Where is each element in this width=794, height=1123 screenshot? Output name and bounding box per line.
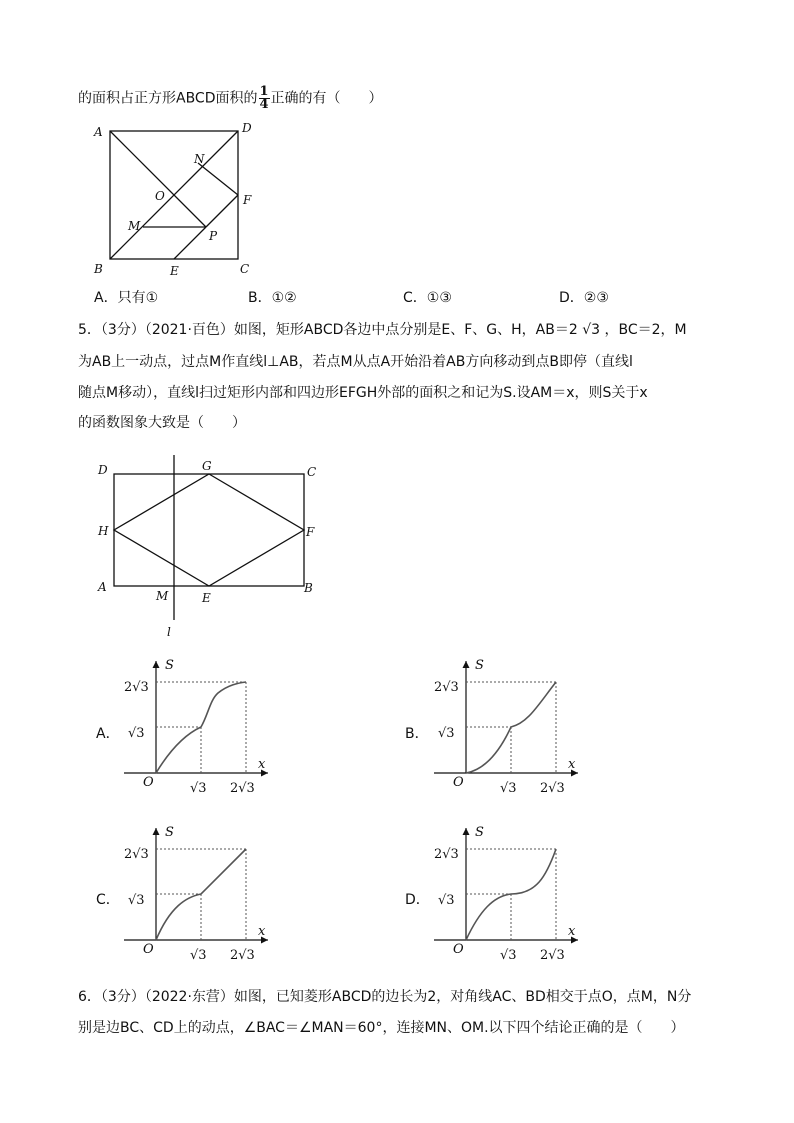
label-N: N [194,152,205,166]
x-tick-sqrt3: √3 [190,948,207,962]
label-H: H [98,524,109,538]
fraction-one-quarter [259,86,270,111]
label-F: F [243,193,252,207]
label-O: O [155,189,165,203]
label-C: C [240,262,250,276]
y-tick-sqrt3: √3 [128,893,145,908]
q4-option-c[interactable]: C．①③ [403,290,452,306]
label-D: D [242,121,252,135]
q4-option-b[interactable]: B．①② [248,290,297,306]
y-tick-2sqrt3: 2√3 [124,847,149,862]
label-E: E [170,264,179,278]
graph-option-c[interactable] [118,822,278,962]
y-tick-sqrt3: √3 [128,726,145,741]
label-A: A [94,125,103,139]
origin-label: O [143,942,154,957]
x-tick-sqrt3: √3 [500,948,517,962]
x-tick-sqrt3: √3 [500,781,517,795]
x-tick-2sqrt3: 2√3 [540,948,565,962]
label-M: M [128,219,141,233]
q5-line-1: 5．（3分）（2021·百色）如图，矩形ABCD各边中点分别是E、F、G、H，AB＝2 √3 ，BC＝2，M [78,322,687,338]
graph-option-label-c[interactable]: C． [96,892,120,908]
axis-x-label: x [568,924,576,939]
x-tick-2sqrt3: 2√3 [230,781,255,795]
origin-label: O [453,942,464,957]
graph-option-d[interactable] [428,822,588,962]
axis-s-label: S [475,825,484,840]
q5-line-2: 为AB上一动点，过点M作直线l⊥AB，若点M从点A开始沿着AB方向移动到点B即停（直线l [78,354,633,370]
graph-option-a[interactable] [118,655,278,795]
label-F: F [306,525,315,539]
axis-s-label: S [475,658,484,673]
q4-stem-before: 的面积占正方形ABCD面积的 [78,90,258,107]
q4-square-figure [88,118,268,283]
label-B: B [304,581,313,595]
origin-label: O [453,775,464,790]
y-tick-2sqrt3: 2√3 [434,847,459,862]
frac-numerator: 1 [259,84,269,99]
label-A: A [98,580,107,594]
y-tick-2sqrt3: 2√3 [434,680,459,695]
axis-x-label: x [568,757,576,772]
q6-line-2: 别是边BC、CD上的动点，∠BAC＝∠MAN＝60°，连接MN、OM.以下四个结论正确的是（ ） [78,1020,685,1036]
q5-rectangle-figure [92,450,332,645]
q4-option-d[interactable]: D．②③ [559,290,609,306]
label-C: C [307,465,317,479]
graph-option-label-d[interactable]: D． [405,892,430,908]
graph-option-label-a[interactable]: A． [96,726,120,742]
label-l: l [167,625,171,639]
q4-stem [78,86,383,111]
label-D: D [98,463,108,477]
label-E: E [202,591,211,605]
label-P: P [209,229,218,243]
y-tick-sqrt3: √3 [438,726,455,741]
x-tick-sqrt3: √3 [190,781,207,795]
x-tick-2sqrt3: 2√3 [540,781,565,795]
axis-x-label: x [258,757,266,772]
label-G: G [202,459,212,473]
graph-option-b[interactable] [428,655,588,795]
origin-label: O [143,775,154,790]
q5-line-4: 的函数图象大致是（ ） [78,415,246,431]
q6-line-1: 6．（3分）（2022·东营）如图，已知菱形ABCD的边长为2，对角线AC、BD相交于点O，点M，N分 [78,989,692,1005]
axis-x-label: x [258,924,266,939]
graph-option-label-b[interactable]: B． [405,726,429,742]
label-B: B [94,262,103,276]
q4-stem-after: 正确的有（ ） [270,90,383,107]
axis-s-label: S [165,825,174,840]
x-tick-2sqrt3: 2√3 [230,948,255,962]
label-M: M [156,589,169,603]
axis-s-label: S [165,658,174,673]
frac-denominator: 4 [259,97,269,112]
y-tick-sqrt3: √3 [438,893,455,908]
q5-line-3: 随点M移动），直线l扫过矩形内部和四边形EFGH外部的面积之和记为S.设AM＝x，则S关于x [78,385,648,401]
y-tick-2sqrt3: 2√3 [124,680,149,695]
q4-option-a[interactable]: A．只有① [94,290,159,306]
